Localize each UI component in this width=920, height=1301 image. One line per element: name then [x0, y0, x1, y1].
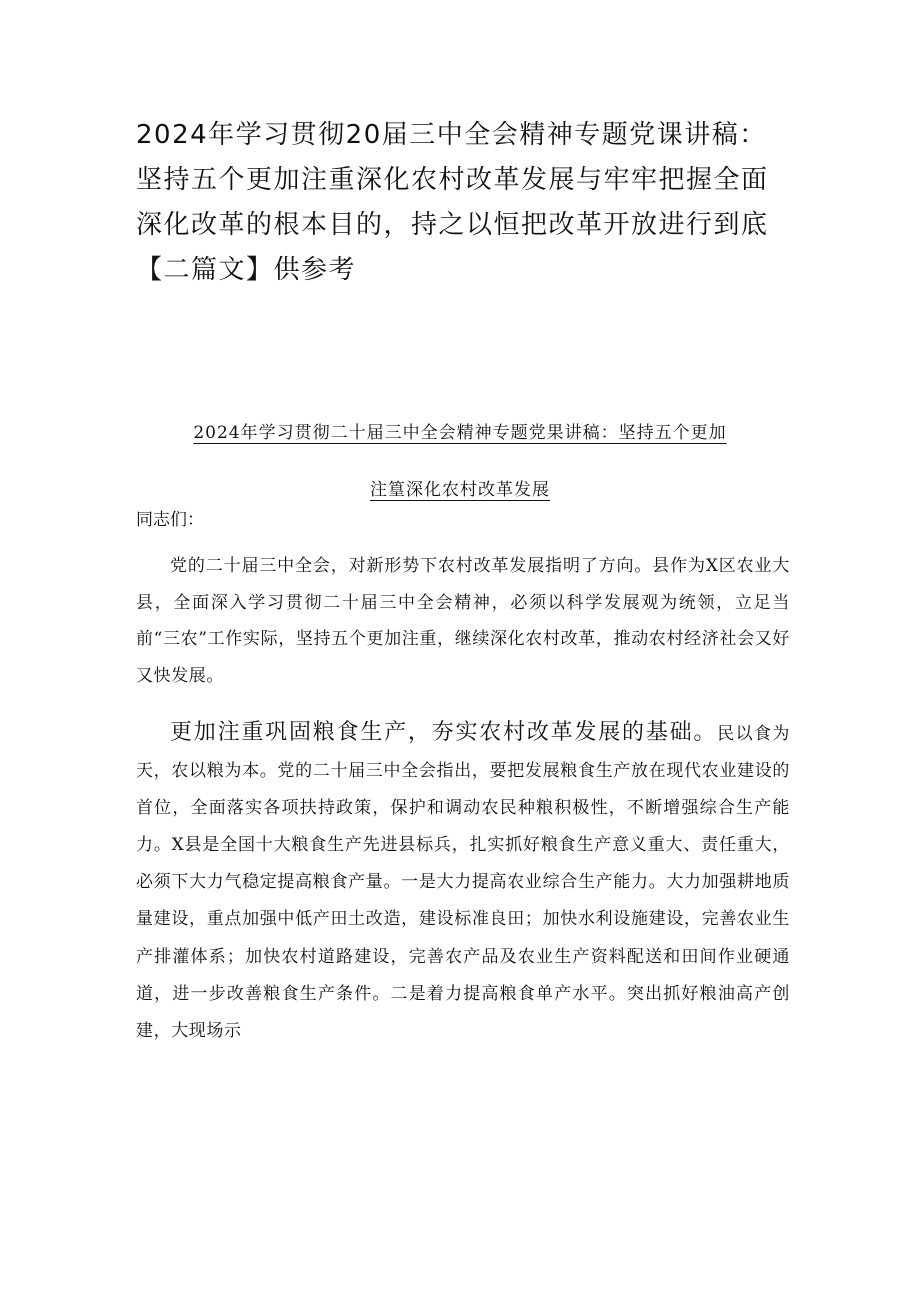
greeting: 同志们：: [136, 510, 204, 530]
paragraph-lead-sentence: 更加注重巩固粮食生产，夯实农村改革发展的基础。: [170, 720, 718, 745]
article-heading: [130, 405, 790, 519]
article-heading-line-2: 注篁深化农村改革发展: [370, 480, 550, 500]
paragraph-grain-production: [136, 714, 790, 1050]
document-title: 2024年学习贯彻20届三中全会精神专题党课讲稿：坚持五个更加注重深化农村改革发展与牢牢把握全面深化改革的根本目的，持之以恒把改革开放进行到底【二篇文】供参考: [136, 120, 769, 285]
article-heading-line-1: 2024年学习贯彻二十届三中全会精神专题党果讲稿：坚持五个更加: [193, 423, 727, 443]
paragraph-body-text: 民以食为天，农以粮为本。党的二十届三中全会指出，要把发展粮食生产放在现代农业建设的首位，全面落实各项扶持政策，保护和调动农民种粮积极性，不断增强综合生产能力。X县是全国十大粮食生产先进县标兵，扎实抓好粮食生产意义重大、责任重大，必须下大力气稳定提高粮食产量。一是大力提高农业综合生产能力。大力加强耕地质量建设，重点加强中低产田土改造，建设标准良田；加快水利设施建设，完善农业生产排灌体系；加快农村道路建设，完善农产品及农业生产资料配送和田间作业硬通道，进一步改善粮食生产条件。二是着力提高粮食单产水平。突出抓好粮油高产创建，大现场示: [136, 724, 790, 1041]
paragraph-intro: 党的二十届三中全会，对新形势下农村改革发展指明了方向。县作为X区农业大县，全面深入学习贯彻二十届三中全会精神，必须以科学发展观为统领，立足当前“三农”工作实际，坚持五个更加注重，继续深化农村改革，推动农村经济社会又好又快发展。: [136, 556, 790, 687]
